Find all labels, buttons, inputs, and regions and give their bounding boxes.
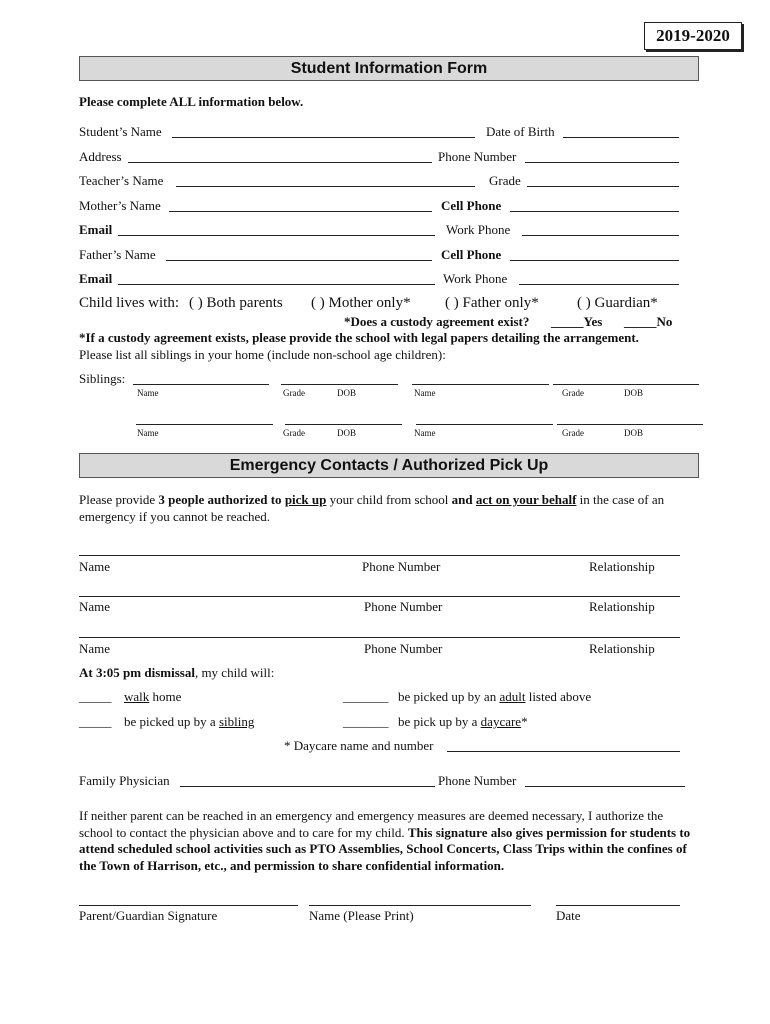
address-field[interactable] [128,162,432,163]
contact-2-name-label: Name [79,599,111,614]
mother-work-label: Work Phone [446,222,511,237]
father-work-label: Work Phone [443,271,508,286]
teacher-label: Teacher’s Name [79,173,164,188]
mother-cell-field[interactable] [510,211,679,212]
emergency-instructions: Please provide 3 people authorized to pick up your child from school and act on your behalf in the case of an emergency if you cannot be reached. [79,492,665,524]
parent-signature-field[interactable] [79,905,298,906]
lives-with-guardian-option[interactable]: ( ) Guardian* [577,295,658,311]
sibling-4-name-field[interactable] [416,424,553,425]
sibling-2-grade-dob-field[interactable] [553,384,699,385]
sibling-3-grade-dob-field[interactable] [285,424,402,425]
sibling-3-grade-caption: Grade [283,428,305,438]
mother-email-label: Email [79,222,113,237]
parent-signature-label: Parent/Guardian Signature [79,908,218,923]
custody-no-option[interactable]: _____No [624,314,673,329]
father-cell-field[interactable] [510,260,679,261]
sibling-4-dob-caption: DOB [624,428,644,438]
sibling-2-name-caption: Name [414,388,436,398]
father-cell-label: Cell Phone [441,247,502,262]
contact-2-field[interactable] [79,596,680,597]
physician-field[interactable] [180,786,435,787]
sibling-1-grade-dob-field[interactable] [281,384,398,385]
sibling-2-grade-caption: Grade [562,388,584,398]
sibling-3-name-field[interactable] [136,424,273,425]
contact-3-phone-label: Phone Number [364,641,443,656]
custody-yes-option[interactable]: _____Yes [551,314,603,329]
dob-label: Date of Birth [486,124,555,139]
adult-pickup-blank[interactable]: _______ [343,689,389,704]
student-name-field[interactable] [172,137,475,138]
mother-name-label: Mother’s Name [79,198,161,213]
mother-name-field[interactable] [169,211,432,212]
dismissal-intro: At 3:05 pm dismissal, my child will: [79,665,275,680]
walk-home-blank[interactable]: _____ [79,689,112,704]
custody-question: *Does a custody agreement exist? [344,314,530,329]
physician-label: Family Physician [79,773,170,788]
mother-email-field[interactable] [118,235,435,236]
father-name-label: Father’s Name [79,247,156,262]
contact-3-name-label: Name [79,641,111,656]
sibling-3-dob-caption: DOB [337,428,357,438]
custody-note: *If a custody agreement exists, please provide the school with legal papers detailing the arrangement. [79,330,639,345]
lives-with-father-option[interactable]: ( ) Father only* [445,295,539,311]
print-name-label: Name (Please Print) [309,908,414,923]
contact-3-relationship-label: Relationship [589,641,655,656]
contact-3-field[interactable] [79,637,680,638]
print-name-field[interactable] [309,905,531,906]
contact-1-phone-label: Phone Number [362,559,441,574]
adult-pickup-option: be picked up by an adult listed above [398,689,592,704]
date-label: Date [556,908,581,923]
instructions: Please complete ALL information below. [79,94,304,109]
father-email-field[interactable] [118,284,435,285]
daycare-pickup-option: be pick up by a daycare* [398,714,528,729]
father-email-label: Email [79,271,113,286]
contact-2-relationship-label: Relationship [589,599,655,614]
lives-with-mother-option[interactable]: ( ) Mother only* [311,295,411,311]
consent-paragraph: If neither parent can be reached in an emergency and emergency measures are deemed necessary, I authorize the school to contact the physician above and to care for my child. This signature also gives permission for students to attend scheduled school activities such as PTO Assemblies, School Concerts, Class Trips within the confines of the Town of Harrison, etc., and permission to share confidential information. [79,808,691,873]
contact-1-name-label: Name [79,559,111,574]
grade-label: Grade [489,173,521,188]
sibling-1-name-caption: Name [137,388,159,398]
sibling-1-grade-caption: Grade [283,388,305,398]
lives-with-both-option[interactable]: ( ) Both parents [189,295,283,311]
student-info-heading: Student Information Form [79,56,699,81]
siblings-instruction: Please list all siblings in your home (include non-school age children): [79,347,446,362]
contact-1-field[interactable] [79,555,680,556]
emergency-heading: Emergency Contacts / Authorized Pick Up [79,453,699,478]
sibling-3-name-caption: Name [137,428,159,438]
sibling-4-grade-dob-field[interactable] [557,424,703,425]
sibling-4-grade-caption: Grade [562,428,584,438]
daycare-name-label: * Daycare name and number [284,738,434,753]
address-label: Address [79,149,122,164]
father-work-field[interactable] [519,284,679,285]
sibling-1-name-field[interactable] [133,384,269,385]
phone-label: Phone Number [438,149,517,164]
siblings-label: Siblings: [79,371,126,386]
phone-field[interactable] [525,162,679,163]
teacher-field[interactable] [176,186,475,187]
sibling-pickup-blank[interactable]: _____ [79,714,112,729]
date-field[interactable] [556,905,680,906]
contact-2-phone-label: Phone Number [364,599,443,614]
mother-cell-label: Cell Phone [441,198,502,213]
daycare-name-field[interactable] [447,751,680,752]
contact-1-relationship-label: Relationship [589,559,655,574]
grade-field[interactable] [527,186,679,187]
mother-work-field[interactable] [522,235,679,236]
daycare-pickup-blank[interactable]: _______ [343,714,389,729]
sibling-4-name-caption: Name [414,428,436,438]
walk-home-option: walk home [124,689,182,704]
student-name-label: Student’s Name [79,124,162,139]
father-name-field[interactable] [166,260,432,261]
sibling-2-dob-caption: DOB [624,388,644,398]
physician-phone-label: Phone Number [438,773,517,788]
lives-with-label: Child lives with: [79,295,180,311]
dob-field[interactable] [563,137,679,138]
sibling-1-dob-caption: DOB [337,388,357,398]
physician-phone-field[interactable] [525,786,685,787]
school-year-box: 2019-2020 [644,22,742,50]
sibling-2-name-field[interactable] [412,384,549,385]
sibling-pickup-option: be picked up by a sibling [124,714,255,729]
